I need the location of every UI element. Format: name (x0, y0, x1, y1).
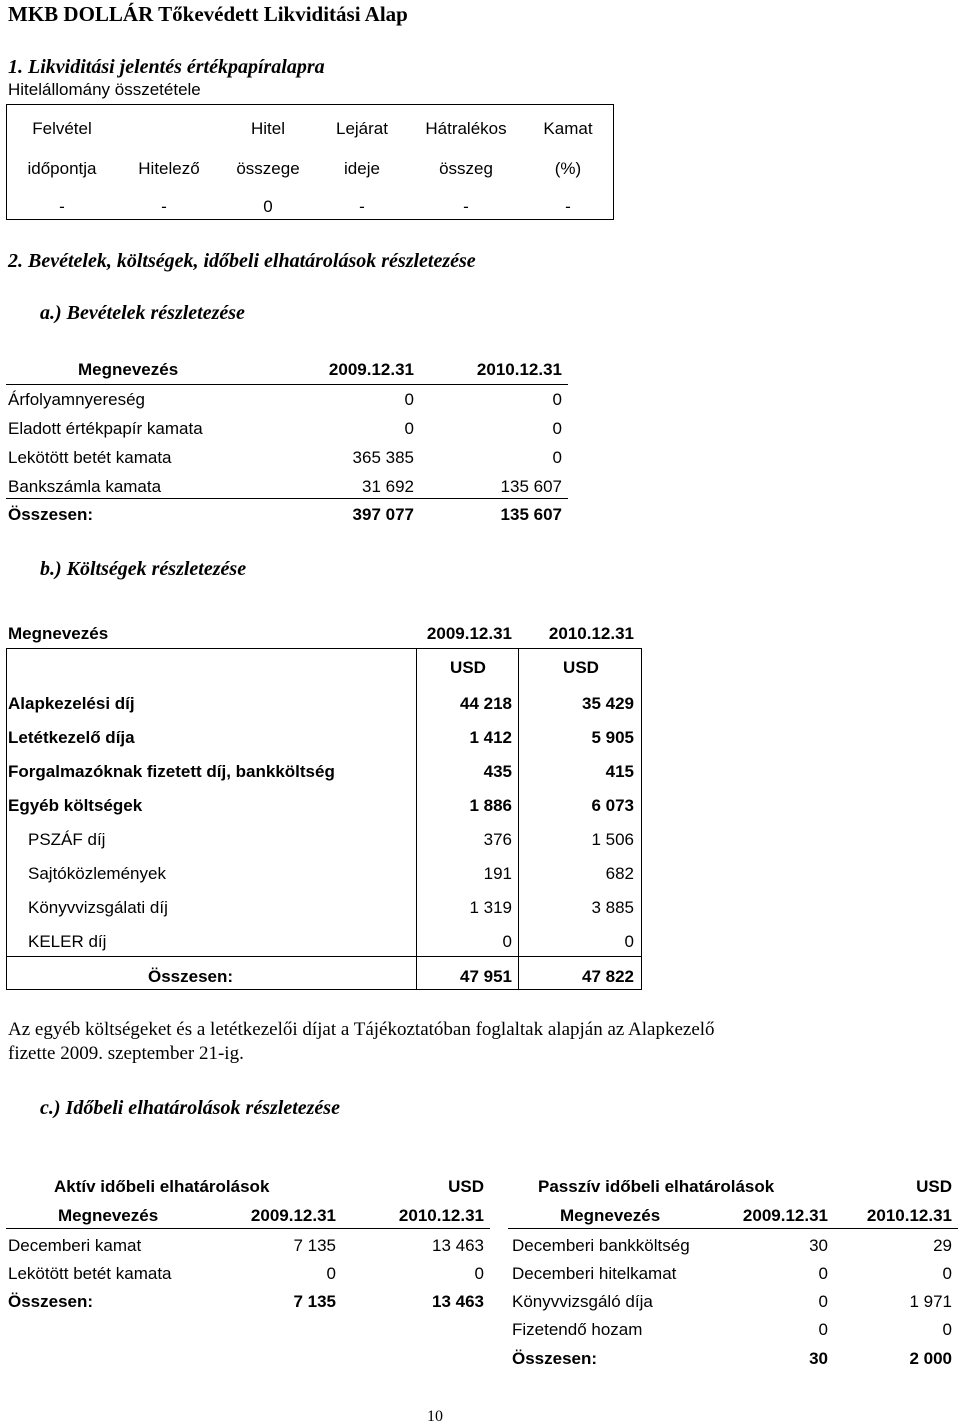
income-row-2009: 0 (404, 419, 414, 438)
income-total-label: Összesen: (8, 505, 94, 524)
loan-header-idopontja: időpontja (27, 159, 97, 178)
expense-subrow-2010: 682 (605, 864, 634, 883)
expense-header-2010: 2010.12.31 (548, 624, 634, 643)
passive-row-2010: 0 (942, 1320, 952, 1339)
loan-header-percent: (%) (554, 159, 582, 178)
income-row-2010: 0 (552, 390, 562, 409)
expense-subrow-2010: 1 506 (591, 830, 634, 849)
expense-subrow-2009: 0 (502, 932, 512, 951)
loan-cell: - (59, 197, 65, 216)
passive-row-label: Decemberi hitelkamat (512, 1264, 677, 1283)
loan-table (6, 104, 614, 220)
note-line-1: Az egyéb költségeket és a letétkezelői díjat a Tájékoztatóban foglaltak alapján az Alapkezelő (8, 1019, 715, 1040)
expense-total-2010: 47 822 (582, 967, 634, 986)
active-row-label: Lekötött betét kamata (8, 1264, 172, 1283)
passive-total-2010: 2 000 (909, 1349, 952, 1368)
active-total-2009: 7 135 (293, 1292, 336, 1311)
passive-row-label: Könyvvizsgáló díja (512, 1292, 653, 1311)
expense-subrow-label: Könyvvizsgálati díj (28, 898, 168, 917)
passive-row-2010: 29 (933, 1236, 952, 1255)
loan-header-hitelezo: Hitelező (138, 159, 200, 178)
expense-row-2010: 5 905 (591, 728, 634, 747)
passive-row-2009: 0 (818, 1264, 828, 1283)
expense-subrow-2009: 191 (483, 864, 512, 883)
loan-cell: - (565, 197, 571, 216)
expense-subrow-label: Sajtóközlemények (28, 864, 166, 883)
loan-cell: - (463, 197, 469, 216)
active-title: Aktív időbeli elhatárolások (54, 1177, 270, 1196)
passive-row-2009: 0 (818, 1292, 828, 1311)
income-row-2009: 365 385 (352, 448, 414, 467)
expense-grid-hline (6, 956, 642, 957)
expense-grid-vline (416, 648, 417, 990)
income-row-label: Bankszámla kamata (8, 477, 162, 496)
expense-grid-vline (518, 648, 519, 990)
passive-header-name: Megnevezés (560, 1206, 661, 1225)
note-line-2: fizette 2009. szeptember 21-ig. (8, 1043, 244, 1064)
loan-header-hatralekos: Hátralékos (425, 119, 507, 138)
active-total-2010: 13 463 (432, 1292, 484, 1311)
income-header-2009: 2009.12.31 (328, 360, 414, 379)
income-header-divider (6, 384, 568, 385)
income-total-divider (6, 498, 568, 499)
active-row-2010: 13 463 (432, 1236, 484, 1255)
passive-row-2010: 1 971 (909, 1292, 952, 1311)
passive-header-2010: 2010.12.31 (866, 1206, 952, 1225)
passive-header-divider (508, 1228, 958, 1229)
section2c-heading: c.) Időbeli elhatárolások részletezése (40, 1097, 340, 1119)
passive-row-2009: 0 (818, 1320, 828, 1339)
expense-row-2009: 1 886 (469, 796, 512, 815)
active-header-2010: 2010.12.31 (398, 1206, 484, 1225)
income-total-2010: 135 607 (500, 505, 562, 524)
expense-row-2010: 415 (605, 762, 634, 781)
expense-subrow-2009: 376 (483, 830, 512, 849)
income-row-2009: 0 (404, 390, 414, 409)
loan-header-lejarat: Lejárat (336, 119, 388, 138)
passive-title: Passzív időbeli elhatárolások (538, 1177, 775, 1196)
loan-header-osszeg: összeg (439, 159, 493, 178)
passive-row-label: Fizetendő hozam (512, 1320, 643, 1339)
passive-row-2009: 30 (809, 1236, 828, 1255)
expense-unit-2010: USD (563, 658, 599, 677)
expense-row-2010: 6 073 (591, 796, 634, 815)
active-row-2010: 0 (474, 1264, 484, 1283)
passive-row-2010: 0 (942, 1264, 952, 1283)
loan-header-felvetel: Felvétel (32, 119, 92, 138)
expense-total-label: Összesen: (148, 967, 234, 986)
section2-heading: 2. Bevételek, költségek, időbeli elhatárolások részletezése (8, 250, 476, 272)
income-row-label: Árfolyamnyereség (8, 390, 146, 409)
active-row-label: Decemberi kamat (8, 1236, 142, 1255)
loan-header-ideje: ideje (344, 159, 380, 178)
active-unit: USD (448, 1177, 484, 1196)
active-header-2009: 2009.12.31 (250, 1206, 336, 1225)
expense-total-2009: 47 951 (460, 967, 512, 986)
income-row-2010: 135 607 (500, 477, 562, 496)
loan-cell: - (161, 197, 167, 216)
loan-header-osszege: összege (236, 159, 300, 178)
active-row-2009: 0 (326, 1264, 336, 1283)
loan-cell: - (359, 197, 365, 216)
loan-header-hitel: Hitel (250, 119, 285, 138)
income-row-2010: 0 (552, 448, 562, 467)
expense-row-2010: 35 429 (582, 694, 634, 713)
active-row-2009: 7 135 (293, 1236, 336, 1255)
expense-subrow-label: PSZÁF díj (28, 830, 106, 849)
income-row-label: Lekötött betét kamata (8, 448, 172, 467)
loan-cell: 0 (263, 197, 273, 216)
expense-header-2009: 2009.12.31 (426, 624, 512, 643)
passive-unit: USD (916, 1177, 952, 1196)
expense-row-label: Alapkezelési díj (8, 694, 135, 713)
income-row-2010: 0 (552, 419, 562, 438)
income-header-name: Megnevezés (78, 360, 179, 379)
income-row-label: Eladott értékpapír kamata (8, 419, 203, 438)
expense-row-2009: 1 412 (469, 728, 512, 747)
passive-total-label: Összesen: (512, 1349, 598, 1368)
section2b-heading: b.) Költségek részletezése (40, 558, 247, 580)
expense-subrow-2009: 1 319 (469, 898, 512, 917)
expense-unit-2009: USD (450, 658, 486, 677)
section1-subheading: Hitelállomány összetétele (8, 80, 201, 99)
section2a-heading: a.) Bevételek részletezése (40, 302, 245, 324)
expense-header-name: Megnevezés (8, 624, 109, 643)
income-total-2009: 397 077 (352, 505, 414, 524)
passive-header-2009: 2009.12.31 (742, 1206, 828, 1225)
expense-subrow-label: KELER díj (28, 932, 107, 951)
page-number: 10 (427, 1408, 443, 1425)
active-total-label: Összesen: (8, 1292, 94, 1311)
section1-heading: 1. Likviditási jelentés értékpapíralapra (8, 56, 325, 78)
expense-row-2009: 435 (483, 762, 512, 781)
expense-row-label: Forgalmazóknak fizetett díj, bankköltség (8, 762, 335, 781)
expense-subrow-2010: 0 (624, 932, 634, 951)
income-header-2010: 2010.12.31 (476, 360, 562, 379)
income-row-2009: 31 692 (362, 477, 414, 496)
expense-row-label: Egyéb költségek (8, 796, 143, 815)
active-header-divider (6, 1228, 490, 1229)
loan-header-kamat: Kamat (543, 119, 593, 138)
passive-row-label: Decemberi bankköltség (512, 1236, 690, 1255)
expense-subrow-2010: 3 885 (591, 898, 634, 917)
active-header-name: Megnevezés (58, 1206, 159, 1225)
expense-row-label: Letétkezelő díja (8, 728, 135, 747)
page-title: MKB DOLLÁR Tőkevédett Likviditási Alap (8, 2, 408, 26)
passive-total-2009: 30 (809, 1349, 828, 1368)
expense-row-2009: 44 218 (460, 694, 512, 713)
